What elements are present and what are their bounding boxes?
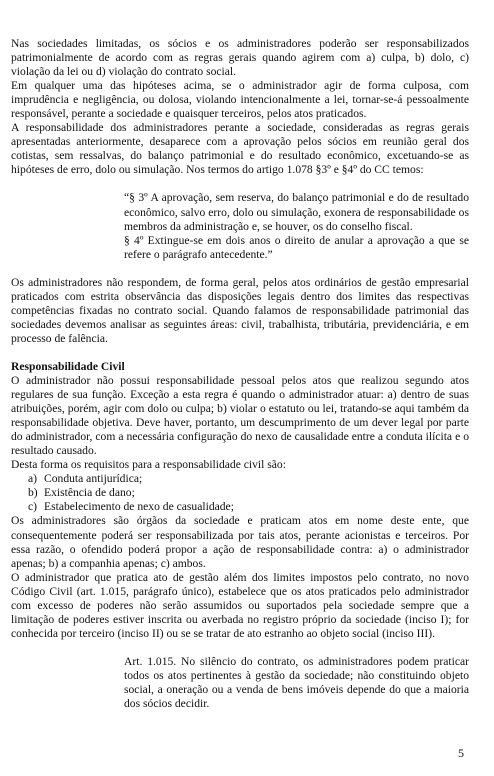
quote-paragraph-3: “§ 3º A aprovação, sem reserva, do balanço patrimonial e do de resultado econômico, salvo erro, dolo ou simulação, exonera de responsabilidade os membros da administração e, se houver, os do conselho fiscal. xyxy=(124,191,469,233)
list-marker: a) xyxy=(28,472,38,486)
spacer xyxy=(11,262,469,276)
paragraph-administrators-organs: Os administradores são órgãos da sociedade e praticam atos em nome deste ente, que consequentemente poderá ser responsabilizada por tais atos, perante acionistas e terceiros. Por essa razão, o ofendido poderá propor a ação de responsabilidade contra: a) o administrador apenas; b) a companhia apenas; c) ambos. xyxy=(11,514,469,570)
list-item-text: Estabelecimento de nexo de casualidade; xyxy=(44,500,234,514)
page-number: 5 xyxy=(458,746,464,760)
legal-quote-art-1015: Art. 1.015. No silêncio do contrato, os administradores podem praticar todos os atos pertinentes à gestão da sociedade; não constituindo objeto social, a oneração ou a venda de bens imóveis depende do que a maioria dos sócios decidir. xyxy=(124,654,469,711)
section-heading-civil-liability: Responsabilidade Civil xyxy=(11,359,125,373)
paragraph-ordinary-acts: Os administradores não respondem, de forma geral, pelos atos ordinários de gestão empresarial praticados com estrita observância das disposições legais dentro dos limites das respectivas competências fixadas no contrato social. Quando falamos de responsabilidade patrimonial das sociedades devemos analisar as seguintes áreas: civil, trabalhista, tributária, previdenciária, e em processo de falência. xyxy=(11,275,469,345)
list-item xyxy=(11,486,469,500)
paragraph-liability-rules: Nas sociedades limitadas, os sócios e os administradores poderão ser responsabilizados patrimonialmente de acordo com as regras gerais quando agirem com a) culpa, b) dolo, c) violação da lei ou d) violação do contrato social. xyxy=(11,37,469,79)
list-marker: c) xyxy=(28,500,38,514)
paragraph-excess-of-powers: O administrador que pratica ato de gestão além dos limites impostos pelo contrato, no novo Código Civil (art. 1.015, parágrafo único), estabelece que os atos praticados pelo administrador com excesso de poderes não serão assumidos ou suportados pela sociedade sempre que a limitação de poderes estiver inscrita ou averbada no registro próprio da sociedade (inciso I); for conhecida por terceiro (inciso II) ou se se tratar de ato estranho ao objeto social (inciso III). xyxy=(11,570,469,640)
paragraph-culpable-conduct: Em qualquer uma das hipóteses acima, se o administrador agir de forma culposa, com imprudência e negligência, ou dolosa, violando intencionalmente a lei, tornar-se-á pessoalmente responsável, perante a sociedade e quaisquer terceiros, pelos atos praticados. xyxy=(11,79,469,121)
paragraph-civil-liability: O administrador não possui responsabilidade pessoal pelos atos que realizou segundo atos regulares de sua função. Exceção a esta regra é quando o administrador atuar: a) dentro de suas atribuições, porém, agir com dolo ou culpa; b) violar o estatuto ou lei, tratando-se aqui também da responsabilidade objetiva. Deve haver, portanto, um descumprimento de um dever legal por parte do administrador, com a necessária configuração do nexo de causalidade entre a conduta ilícita e o resultado causado. xyxy=(11,373,469,458)
document-page xyxy=(11,37,469,711)
spacer xyxy=(11,641,469,655)
requirements-intro: Desta forma os requisitos para a responsabilidade civil são: xyxy=(11,458,286,472)
legal-quote-art-1078 xyxy=(11,191,469,261)
list-marker: b) xyxy=(28,486,38,500)
spacer xyxy=(11,346,469,360)
paragraph-approval-exoneration: A responsabilidade dos administradores perante a sociedade, consideradas as regras gerais apresentadas anteriormente, desaparece com a aprovação pelos sócios em reunião geral dos cotistas, sem ressalvas, do balanço patrimonial e do resultado econômico, excetuando-se as hipóteses de erro, dolo ou simulação. Nos termos do artigo 1.078 §3º e §4º do CC temos: xyxy=(11,121,469,177)
list-item xyxy=(11,500,469,514)
quote-paragraph-4: § 4º Extingue-se em dois anos o direito de anular a aprovação a que se refere o parágrafo antecedente.” xyxy=(124,233,469,261)
list-item-text: Existência de dano; xyxy=(44,486,135,500)
requirements-list xyxy=(11,472,469,514)
list-item xyxy=(11,472,469,486)
list-item-text: Conduta antijurídica; xyxy=(44,472,143,486)
spacer xyxy=(11,177,469,191)
